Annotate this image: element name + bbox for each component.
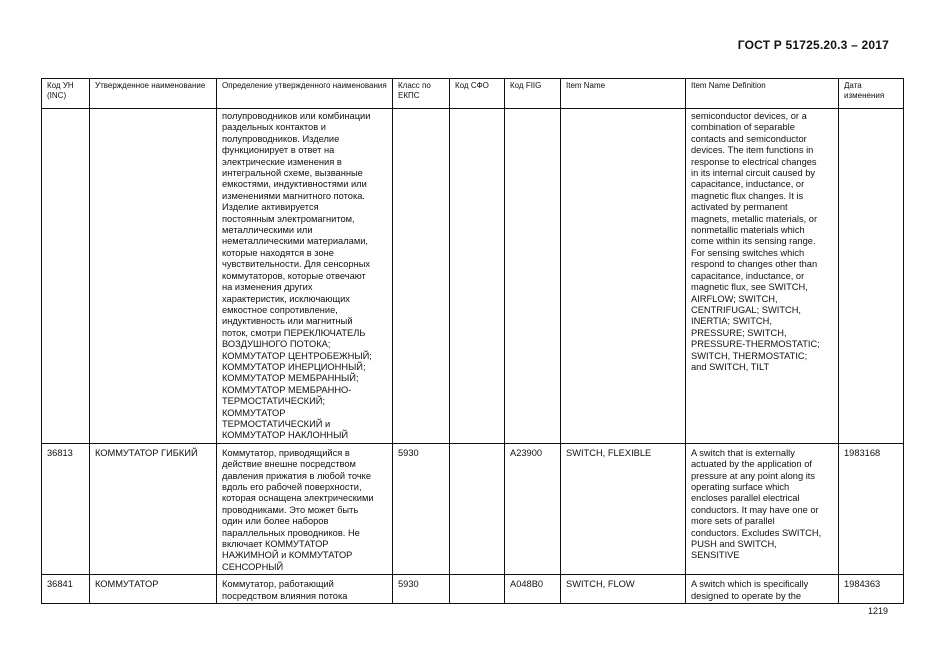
definition-line: КОММУТАТОР ИНЕРЦИОННЫЙ;	[222, 361, 366, 372]
definition-line: постоянным электромагнитом,	[222, 213, 355, 224]
item-definition-line: and SWITCH, TILT	[691, 361, 770, 372]
item-definition-line: encloses parallel electrical	[691, 493, 800, 504]
definition-line: вдоль его рабочей поверхности,	[222, 482, 362, 492]
item-definition-line: semiconductor devices, or a	[691, 111, 807, 121]
approved-name-cell: КОММУТАТОР ГИБКИЙ	[90, 443, 217, 574]
item-definition-line: INERTIA; SWITCH,	[691, 316, 772, 327]
column-header-ekps-class: Класс по ЕКПС	[393, 79, 450, 109]
item-definition-line: operating surface which	[691, 482, 790, 492]
definition-line: которые находятся в зоне	[222, 247, 334, 258]
definition-line: коммутаторов, которые отвечают	[222, 270, 366, 281]
item-name-cell: SWITCH, FLEXIBLE	[561, 443, 686, 574]
column-header-sfo-code: Код СФО	[450, 79, 505, 109]
column-header-item-name: Item Name	[561, 79, 686, 109]
definition-line: полупроводников. Изделие	[222, 133, 340, 144]
item-definition-line: For sensing switches which	[691, 247, 805, 258]
change-date-cell: 1984363	[839, 575, 904, 604]
fiig-code-cell: A23900	[505, 443, 561, 574]
sfo-code-cell	[450, 575, 505, 604]
definition-ru-cell	[217, 575, 393, 604]
table-row	[42, 443, 904, 574]
definition-line: изменениями магнитного потока.	[222, 190, 365, 201]
item-definition-line: designed to operate by the	[691, 590, 802, 601]
item-name-cell: SWITCH, FLOW	[561, 575, 686, 604]
item-definition-line: PRESSURE; SWITCH,	[691, 327, 787, 338]
item-definition-line: SENSITIVE	[691, 550, 740, 561]
definition-line: КОММУТАТОР	[222, 407, 286, 418]
item-name-cell	[561, 109, 686, 444]
definition-line: электрические изменения в	[222, 156, 342, 167]
definition-line: раздельных контактов и	[222, 122, 326, 133]
item-definition-line: more sets of parallel	[691, 516, 775, 527]
item-definition-cell	[686, 443, 839, 574]
ekps-class-cell: 5930	[393, 575, 450, 604]
item-definition-line: CENTRIFUGAL; SWITCH,	[691, 304, 802, 315]
document-standard-header: ГОСТ Р 51725.20.3 – 2017	[737, 38, 889, 52]
definition-line: Коммутатор, работающий	[222, 579, 334, 590]
definition-line: НАЖИМНОЙ и КОММУТАТОР	[222, 550, 353, 561]
definition-line: характеристик, исключающих	[222, 293, 350, 304]
definition-ru-cell	[217, 443, 393, 574]
definition-line: функционирует в ответ на	[222, 145, 335, 156]
definition-line: неметаллическими материалами,	[222, 236, 368, 247]
item-definition-cell	[686, 109, 839, 444]
inc-code-cell: 36813	[42, 443, 90, 574]
table-row	[42, 575, 904, 604]
item-definition-line: combination of separable	[691, 122, 795, 133]
column-header-change-date: Дата изменения	[839, 79, 904, 109]
item-definition-line: actuated by the application of	[691, 459, 812, 470]
definition-line: давления прижатия в любой точке	[222, 470, 372, 481]
item-definition-line: in its internal circuit caused by	[691, 168, 816, 179]
catalog-table-container	[41, 78, 903, 604]
definition-line: КОММУТАТОР НАКЛОННЫЙ	[222, 430, 349, 441]
definition-line: поток, смотри ПЕРЕКЛЮЧАТЕЛЬ	[222, 327, 366, 338]
definition-line: индуктивность или магнитный	[222, 316, 353, 327]
definition-line: включает КОММУТАТОР	[222, 539, 329, 550]
definition-line: СЕНСОРНЫЙ	[222, 561, 284, 572]
definition-line: ТЕРМОСТАТИЧЕСКИЙ;	[222, 396, 326, 407]
definition-line: металлическими или	[222, 225, 313, 236]
item-definition-line: PUSH and SWITCH,	[691, 539, 777, 550]
catalog-table	[41, 78, 904, 604]
item-definition-line: respond to changes other than	[691, 259, 818, 270]
definition-line: проводниками. Это может быть	[222, 504, 359, 515]
table-header-row	[42, 79, 904, 109]
definition-line: полупроводников или комбинации	[222, 111, 371, 121]
item-definition-line: activated by permanent	[691, 202, 788, 213]
item-definition-line: contacts and semiconductor	[691, 133, 807, 144]
ekps-class-cell: 5930	[393, 443, 450, 574]
item-definition-line: SWITCH, THERMOSTATIC;	[691, 350, 808, 361]
definition-line: на изменения других	[222, 282, 313, 293]
item-definition-line: nonmetallic materials which	[691, 225, 805, 236]
definition-line: емкостями, индуктивностями или	[222, 179, 367, 190]
inc-code-cell: 36841	[42, 575, 90, 604]
item-definition-line: AIRFLOW; SWITCH,	[691, 293, 778, 304]
fiig-code-cell	[505, 109, 561, 444]
definition-line: Изделие активируется	[222, 202, 319, 213]
approved-name-cell	[90, 109, 217, 444]
item-definition-line: pressure at any point along its	[691, 470, 816, 481]
definition-line: которая оснащена электрическими	[222, 493, 374, 504]
item-definition-line: magnets, metallic materials, or	[691, 213, 818, 224]
fiig-code-cell: A048B0	[505, 575, 561, 604]
table-row	[42, 109, 904, 444]
item-definition-line: PRESSURE-THERMOSTATIC;	[691, 339, 820, 350]
item-definition-line: conductors. It may have one or	[691, 504, 819, 515]
definition-line: КОММУТАТОР МЕМБРАННЫЙ;	[222, 373, 359, 384]
definition-line: ВОЗДУШНОГО ПОТОКА;	[222, 339, 331, 350]
item-definition-cell	[686, 575, 839, 604]
item-definition-line: magnetic flux, see SWITCH,	[691, 282, 808, 293]
definition-line: чувствительности. Для сенсорных	[222, 259, 371, 270]
column-header-inc: Код УН (INC)	[42, 79, 90, 109]
definition-line: действие внешне посредством	[222, 459, 356, 470]
item-definition-line: capacitance, inductance, or	[691, 179, 805, 190]
definition-line: один или более наборов	[222, 516, 329, 527]
item-definition-line: capacitance, inductance, or	[691, 270, 805, 281]
column-header-item-name-definition: Item Name Definition	[686, 79, 839, 109]
change-date-cell	[839, 109, 904, 444]
ekps-class-cell	[393, 109, 450, 444]
sfo-code-cell	[450, 109, 505, 444]
item-definition-line: A switch which is specifically	[691, 579, 809, 590]
definition-line: ТЕРМОСТАТИЧЕСКИЙ и	[222, 418, 331, 429]
definition-line: интегральной схеме, вызванные	[222, 168, 363, 179]
column-header-approved-name: Утвержденное наименование	[90, 79, 217, 109]
definition-line: емкостное сопротивление,	[222, 304, 338, 315]
column-header-definition: Определение утвержденного наименования	[217, 79, 393, 109]
item-definition-line: conductors. Excludes SWITCH,	[691, 527, 822, 538]
item-definition-line: response to electrical changes	[691, 156, 817, 167]
approved-name-cell: КОММУТАТОР	[90, 575, 217, 604]
definition-line: параллельных проводников. Не	[222, 527, 360, 538]
definition-ru-cell	[217, 109, 393, 444]
item-definition-line: A switch that is externally	[691, 447, 795, 458]
definition-line: Коммутатор, приводящийся в	[222, 447, 350, 458]
item-definition-line: magnetic flux changes. It is	[691, 190, 804, 201]
page-number: 1219	[867, 606, 888, 616]
item-definition-line: come within its sensing range.	[691, 236, 816, 247]
definition-line: КОММУТАТОР МЕМБРАННО-	[222, 384, 352, 395]
definition-line: посредством влияния потока	[222, 590, 348, 601]
sfo-code-cell	[450, 443, 505, 574]
definition-line: КОММУТАТОР ЦЕНТРОБЕЖНЫЙ;	[222, 350, 372, 361]
change-date-cell: 1983168	[839, 443, 904, 574]
column-header-fiig-code: Код FIIG	[505, 79, 561, 109]
item-definition-line: devices. The item functions in	[691, 145, 814, 156]
inc-code-cell	[42, 109, 90, 444]
